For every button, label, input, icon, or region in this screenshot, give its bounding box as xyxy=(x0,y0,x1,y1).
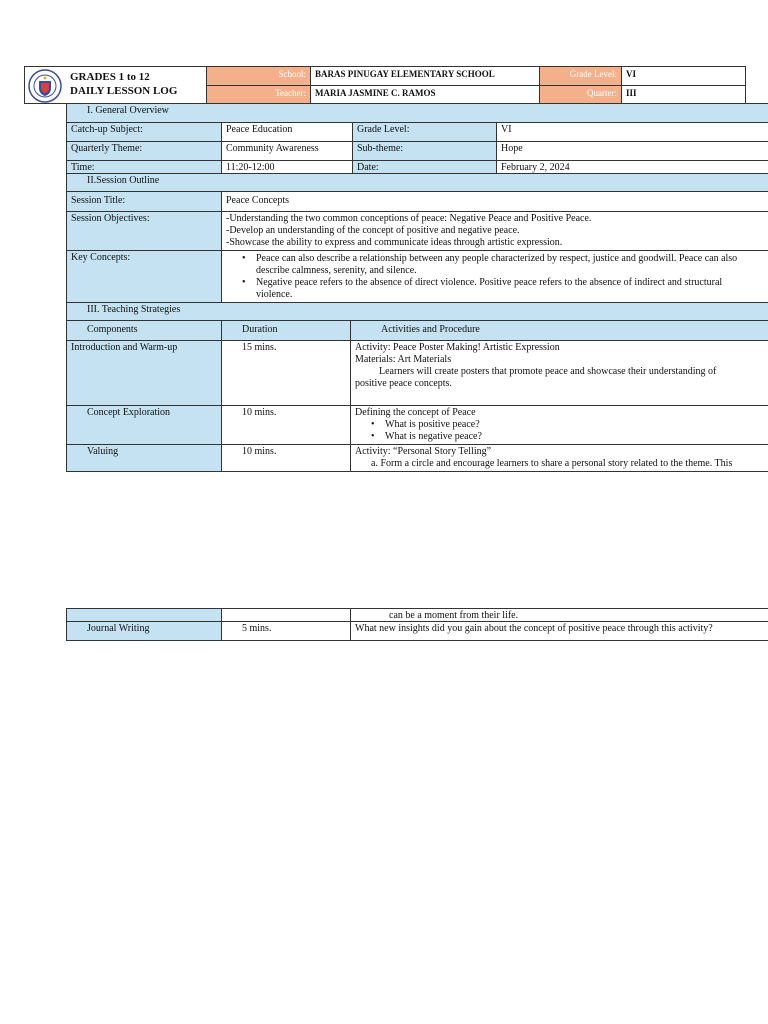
row-concept-duration: 10 mins. xyxy=(221,405,351,445)
daily-lesson-log-title: DAILY LESSON LOG xyxy=(70,85,178,97)
teacher-value: MARIA JASMINE C. RAMOS xyxy=(310,85,540,104)
quarterly-theme-value: Community Awareness xyxy=(221,141,353,161)
grade-level-value: VI xyxy=(621,66,746,86)
bullet-negative-peace: • What is negative peace? xyxy=(351,431,768,443)
time-value: 11:20-12:00 xyxy=(221,160,353,174)
header-logo-box xyxy=(24,66,207,104)
continued-component xyxy=(66,608,222,622)
teacher-label: Teacher: xyxy=(206,85,311,104)
sub-theme-value: Hope xyxy=(496,141,768,161)
continued-activity: can be a moment from their life. xyxy=(350,608,768,622)
grade-level-label-2: Grade Level: xyxy=(352,122,497,142)
school-value: BARAS PINUGAY ELEMENTARY SCHOOL xyxy=(310,66,540,86)
objective-1: -Understanding the two common conceptions of peace: Negative Peace and Positive Peace. xyxy=(226,213,592,224)
objective-2: -Develop an understanding of the concept of positive and negative peace. xyxy=(226,225,520,236)
key-concepts-label: Key Concepts: xyxy=(66,250,222,303)
col-activities-header: Activities and Procedure xyxy=(350,320,768,341)
quarter-value: III xyxy=(621,85,746,104)
bullet-positive-peace: • What is positive peace? xyxy=(351,419,768,431)
grade-level-value-2: VI xyxy=(496,122,768,142)
school-label: School: xyxy=(206,66,311,86)
row-intro-component: Introduction and Warm-up xyxy=(66,340,222,406)
grade-level-label: Grade Level: xyxy=(539,66,622,86)
session-title-value: Peace Concepts xyxy=(221,191,768,212)
deped-seal-icon xyxy=(28,69,62,103)
journal-writing-activity: What new insights did you gain about the concept of positive peace through this activity? xyxy=(350,621,768,641)
journal-writing-component: Journal Writing xyxy=(66,621,222,641)
date-value: February 2, 2024 xyxy=(496,160,768,174)
session-objectives-label: Session Objectives: xyxy=(66,211,222,251)
row-valuing-component: Valuing xyxy=(66,444,222,472)
session-title-label: Session Title: xyxy=(66,191,222,212)
objective-3: -Showcase the ability to express and communicate ideas through artistic expression. xyxy=(226,237,563,248)
quarter-label: Quarter: xyxy=(539,85,622,104)
continued-duration xyxy=(221,608,351,622)
row-intro-duration: 15 mins. xyxy=(221,340,351,406)
col-duration-header: Duration xyxy=(221,320,351,341)
row-valuing-duration: 10 mins. xyxy=(221,444,351,472)
time-label: Time: xyxy=(66,160,222,174)
row-concept-activity: Defining the concept of Peace • What is positive peace? • What is negative peace? xyxy=(350,405,768,445)
session-objectives-value xyxy=(221,211,768,251)
row-intro-activity: Activity: Peace Poster Making! Artistic Expression Materials: Art Materials Learners will create posters that promote peace and showcase their understanding of positive peace concepts. xyxy=(350,340,768,406)
session-outline-heading: II.Session Outline xyxy=(66,173,768,192)
teaching-strategies-heading: III. Teaching Strategies xyxy=(66,302,768,321)
general-overview-heading: I. General Overview xyxy=(66,103,768,123)
catchup-subject-label: Catch-up Subject: xyxy=(66,122,222,142)
key-concepts-value xyxy=(221,250,768,303)
key-concept-1: • Peace can also describe a relationship between any people characterized by respect, justice and goodwill. Peace can also describe calmness, serenity, and silence. xyxy=(222,253,768,277)
key-concept-2: • Negative peace refers to the absence of direct violence. Positive peace refers to the absence of indirect and structural violence. xyxy=(222,277,768,301)
grades-title: GRADES 1 to 12 xyxy=(70,71,150,83)
catchup-subject-value: Peace Education xyxy=(221,122,353,142)
row-valuing-activity: Activity: “Personal Story Telling” a. Form a circle and encourage learners to share a personal story related to the theme. This xyxy=(350,444,768,472)
sub-theme-label: Sub-theme: xyxy=(352,141,497,161)
quarterly-theme-label: Quarterly Theme: xyxy=(66,141,222,161)
journal-writing-duration: 5 mins. xyxy=(221,621,351,641)
col-components-header: Components xyxy=(66,320,222,341)
date-label: Date: xyxy=(352,160,497,174)
row-concept-component: Concept Exploration xyxy=(66,405,222,445)
